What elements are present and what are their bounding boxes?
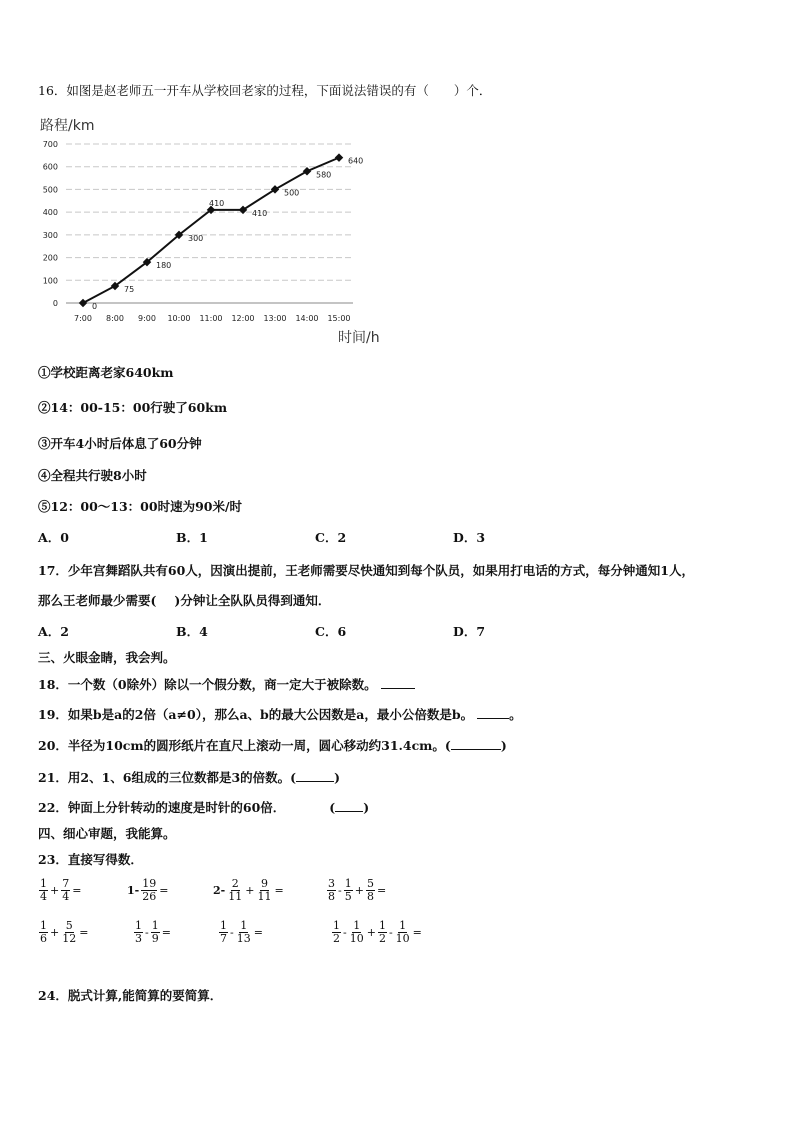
operator: - bbox=[388, 926, 393, 939]
equals: = bbox=[412, 926, 422, 939]
x-tick-label: 12:00 bbox=[231, 314, 255, 323]
q18-text: 18．一个数（0除外）除以一个假分数，商一定大于被除数。 bbox=[38, 677, 377, 692]
frac-den: 3 bbox=[135, 932, 142, 945]
frac-num: 1 bbox=[378, 919, 386, 932]
q19-text: 19．如果b是a的2倍（a≠0），那么a、b的最大公因数是a，最小公倍数是b。 bbox=[38, 707, 474, 722]
lead-term: 1- bbox=[127, 884, 140, 897]
expr-4 bbox=[326, 878, 387, 903]
statement-2: ②14：00-15：00行驶了60km bbox=[38, 400, 228, 415]
statement-3: ③开车4小时后体息了60分钟 bbox=[38, 436, 202, 451]
operator: - bbox=[343, 926, 347, 939]
q17-text-a: 那么王老师最少需要( bbox=[38, 593, 157, 608]
frac-num: 1 bbox=[40, 877, 47, 890]
data-label: 580 bbox=[316, 170, 332, 180]
x-tick-label: 14:00 bbox=[295, 314, 319, 323]
equals: = bbox=[79, 926, 89, 939]
frac-den: 11 bbox=[228, 890, 243, 903]
question-16: 16．如图是赵老师五一开车从学校回老家的过程，下面说法错误的有（ ）个． bbox=[38, 83, 492, 98]
chart-y-ticks bbox=[43, 140, 58, 308]
question-18 bbox=[38, 676, 415, 694]
data-label: 410 bbox=[209, 198, 225, 208]
q20-answer-blank[interactable] bbox=[451, 737, 501, 750]
expr-6 bbox=[133, 920, 172, 945]
frac-num: 1 bbox=[220, 919, 227, 932]
frac-den: 9 bbox=[151, 932, 159, 945]
frac-num: 1 bbox=[399, 919, 407, 932]
operator: + bbox=[354, 884, 364, 897]
frac-den: 6 bbox=[40, 932, 47, 945]
question-24: 24．脱式计算,能简算的要简算． bbox=[38, 988, 223, 1003]
frac-num: 5 bbox=[366, 877, 374, 890]
data-point bbox=[79, 299, 87, 307]
frac-den: 7 bbox=[220, 932, 227, 945]
frac-num: 1 bbox=[344, 877, 352, 890]
frac-den: 8 bbox=[366, 890, 374, 903]
q20-text: 20．半径为10cm的圆形纸片在直尺上滚动一周，圆心移动约31.4cm。( bbox=[38, 738, 451, 753]
chart-x-ticks bbox=[74, 314, 351, 323]
q22-open-paren: ( bbox=[329, 800, 336, 815]
y-tick-label: 300 bbox=[42, 230, 58, 240]
section-3-heading: 三、火眼金睛，我会判。 bbox=[38, 650, 176, 665]
frac-den: 13 bbox=[236, 932, 251, 945]
q16-option-d[interactable]: D．3 bbox=[453, 530, 486, 545]
equals: = bbox=[376, 884, 387, 897]
frac-den: 10 bbox=[395, 932, 410, 945]
statement-1: ①学校距离老家640km bbox=[38, 365, 174, 380]
frac-den: 4 bbox=[40, 890, 47, 903]
q19-answer-blank[interactable] bbox=[477, 706, 509, 719]
frac-num: 5 bbox=[65, 919, 73, 932]
operator: + bbox=[50, 926, 60, 939]
frac-num: 1 bbox=[353, 919, 361, 932]
data-label: 0 bbox=[92, 302, 98, 311]
question-23-title: 23．直接写得数． bbox=[38, 852, 143, 867]
expr-1 bbox=[38, 878, 82, 903]
y-tick-label: 100 bbox=[42, 276, 58, 286]
question-20 bbox=[38, 737, 507, 755]
question-22 bbox=[38, 799, 369, 817]
y-tick-label: 600 bbox=[42, 162, 58, 172]
frac-num: 9 bbox=[260, 877, 268, 890]
lead-term: 2- bbox=[213, 884, 226, 897]
chart-data-labels bbox=[92, 157, 363, 311]
operator: + bbox=[50, 884, 60, 897]
q17-text-b: )分钟让全队队员得到通知． bbox=[174, 593, 331, 608]
frac-den: 2 bbox=[333, 932, 340, 945]
equals: = bbox=[274, 884, 284, 897]
expr-7 bbox=[218, 920, 264, 945]
frac-num: 1 bbox=[135, 919, 142, 932]
y-tick-label: 0 bbox=[52, 299, 58, 308]
question-17-line1: 17．少年宫舞蹈队共有60人，因演出提前，王老师需要尽快通知到每个队员，如果用打电话的方式，每分钟通知1人， bbox=[38, 563, 694, 578]
frac-den: 11 bbox=[257, 890, 272, 903]
statement-4: ④全程共行驶8小时 bbox=[38, 468, 147, 483]
operator: + bbox=[245, 884, 255, 897]
q16-option-a[interactable]: A．0 bbox=[38, 530, 69, 545]
x-tick-label: 15:00 bbox=[327, 314, 351, 323]
frac-den: 12 bbox=[62, 932, 77, 945]
q17-option-a[interactable]: A．2 bbox=[38, 624, 69, 639]
expr-8 bbox=[331, 920, 423, 945]
q17-option-d[interactable]: D．7 bbox=[453, 624, 486, 639]
frac-num: 19 bbox=[142, 877, 157, 890]
chart-ylabel: 路程/km bbox=[40, 118, 95, 134]
frac-den: 5 bbox=[344, 890, 352, 903]
q18-answer-blank[interactable] bbox=[381, 676, 415, 689]
frac-num: 1 bbox=[40, 919, 47, 932]
data-label: 500 bbox=[284, 188, 300, 198]
y-tick-label: 700 bbox=[42, 140, 58, 149]
x-tick-label: 9:00 bbox=[138, 314, 156, 323]
frac-num: 7 bbox=[62, 877, 70, 890]
q22-close-paren: ) bbox=[363, 800, 370, 815]
frac-num: 1 bbox=[151, 919, 159, 932]
expr-3 bbox=[212, 878, 285, 903]
frac-num: 3 bbox=[328, 877, 335, 890]
x-tick-label: 11:00 bbox=[199, 314, 223, 323]
data-label: 300 bbox=[188, 233, 204, 243]
operator: - bbox=[145, 926, 149, 939]
x-tick-label: 13:00 bbox=[263, 314, 287, 323]
q21-answer-blank[interactable] bbox=[296, 769, 334, 782]
section-4-heading: 四、细心审题，我能算。 bbox=[38, 826, 176, 841]
expr-5 bbox=[38, 920, 89, 945]
y-tick-label: 200 bbox=[42, 253, 58, 263]
q22-answer-blank[interactable] bbox=[335, 799, 363, 812]
question-19: 19．如果b是a的2倍（a≠0），那么a、b的最大公因数是a，最小公倍数是b。 。 bbox=[38, 707, 522, 722]
data-point bbox=[335, 153, 343, 161]
chart-grid bbox=[66, 144, 353, 303]
data-label: 640 bbox=[348, 156, 364, 166]
statement-5: ⑤12：00～13：00时速为90米/时 bbox=[38, 499, 243, 514]
q22-text: 22．钟面上分针转动的速度是时针的60倍． bbox=[38, 800, 286, 815]
frac-num: 1 bbox=[333, 919, 340, 932]
q16-option-b[interactable]: B．1 bbox=[176, 530, 208, 545]
x-tick-label: 7:00 bbox=[74, 314, 92, 323]
expr-2 bbox=[126, 878, 169, 903]
operator: - bbox=[230, 926, 234, 939]
x-tick-label: 10:00 bbox=[167, 314, 191, 323]
q17-option-b[interactable]: B．4 bbox=[176, 624, 208, 639]
frac-num: 2 bbox=[231, 877, 239, 890]
chart-series-line bbox=[83, 158, 339, 303]
equals: = bbox=[72, 884, 82, 897]
q21-text: 21．用2、1、6组成的三位数都是3的倍数。( bbox=[38, 770, 297, 785]
equals: = bbox=[161, 926, 171, 939]
frac-den: 26 bbox=[142, 890, 157, 903]
data-point bbox=[303, 167, 311, 175]
y-tick-label: 500 bbox=[42, 185, 58, 195]
question-17-line2 bbox=[38, 592, 330, 610]
data-label: 75 bbox=[124, 284, 135, 294]
q17-option-c[interactable]: C．6 bbox=[315, 624, 347, 639]
x-tick-label: 8:00 bbox=[106, 314, 124, 323]
equals: = bbox=[253, 926, 263, 939]
operator: - bbox=[338, 884, 342, 897]
frac-den: 10 bbox=[349, 932, 364, 945]
line-chart bbox=[36, 114, 396, 346]
q16-option-c[interactable]: C．2 bbox=[315, 530, 347, 545]
chart-xlabel: 时间/h bbox=[338, 330, 380, 346]
frac-den: 2 bbox=[378, 932, 386, 945]
q20-close-paren: ) bbox=[500, 738, 507, 753]
frac-den: 4 bbox=[62, 890, 70, 903]
equals: = bbox=[159, 884, 169, 897]
y-tick-label: 400 bbox=[42, 208, 58, 218]
q21-close-paren: ) bbox=[334, 770, 341, 785]
data-label: 180 bbox=[156, 261, 172, 271]
frac-num: 1 bbox=[240, 919, 248, 932]
operator: + bbox=[366, 926, 376, 939]
data-label: 410 bbox=[252, 208, 268, 218]
question-21 bbox=[38, 769, 340, 787]
frac-den: 8 bbox=[328, 890, 335, 903]
